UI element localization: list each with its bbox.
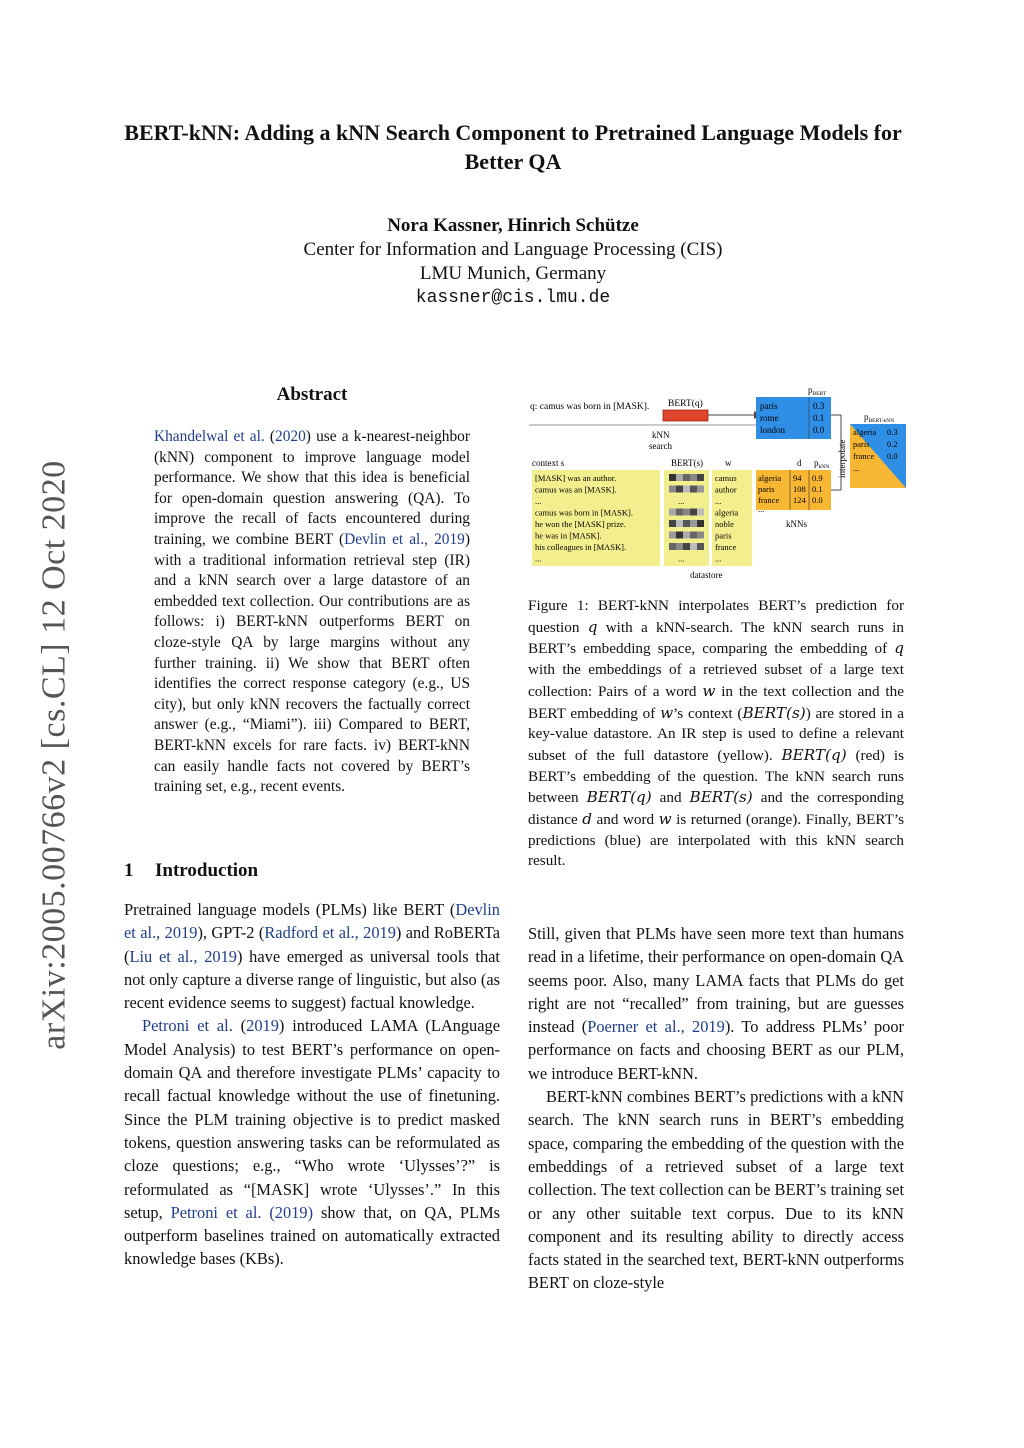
paper-title: BERT-kNN: Adding a kNN Search Component to Pretrained Language Models for Better QA bbox=[124, 120, 902, 174]
knn-word: algeria bbox=[758, 473, 782, 483]
context-sentence: his colleagues in [MASK]. bbox=[535, 542, 627, 552]
pbert-label: $p_{BERT}$ bbox=[808, 385, 827, 397]
paragraph: Still, given that PLMs have seen more text than humans read in a lifetime, their performance on open-domain QA seems poor. Also, many LAMA facts that PLMs do get right are not “recalled” from training, but are guesses instead (Poerner et al., 2019). To address PLMs’ poor performance on facts and choosing BERT as our PLM, we introduce BERT-kNN. bbox=[528, 924, 904, 1083]
datastore-word: noble bbox=[715, 519, 734, 529]
embedding-cell bbox=[669, 509, 676, 516]
embedding-ellipsis: ... bbox=[678, 496, 685, 506]
citation-link[interactable]: Radford et al., 2019 bbox=[264, 923, 396, 943]
embedding-cell bbox=[690, 543, 697, 550]
embedding-cell bbox=[697, 486, 704, 493]
datastore-label: datastore bbox=[690, 570, 723, 580]
embedding-cell bbox=[676, 532, 683, 539]
bert-pred-prob: 0.1 bbox=[813, 413, 825, 423]
section-heading-introduction: 1 Introduction bbox=[124, 860, 259, 881]
pknn-label: $p_{kNN}$ bbox=[814, 458, 830, 470]
intro-left-column bbox=[124, 898, 500, 1271]
abstract-heading: Abstract bbox=[276, 384, 348, 405]
context-sentence: [MASK] was an author. bbox=[535, 473, 617, 483]
embedding-cell bbox=[697, 520, 704, 527]
pbertknn-label: $p_{BERT-kNN}$ bbox=[864, 412, 895, 424]
embedding-cell bbox=[690, 520, 697, 527]
embedding-cell bbox=[669, 532, 676, 539]
embedding-cell bbox=[676, 520, 683, 527]
datastore-word: ... bbox=[715, 553, 722, 564]
final-pred-word: paris bbox=[853, 439, 870, 449]
author-names: Nora Kassner, Hinrich Schütze bbox=[387, 215, 639, 236]
embedding-cell bbox=[683, 543, 690, 550]
author-block bbox=[120, 214, 906, 310]
datastore-word: paris bbox=[715, 530, 732, 541]
search-label: search bbox=[649, 441, 672, 451]
final-pred-prob: 0.2 bbox=[887, 439, 898, 449]
interpolate-label: interpolate bbox=[837, 439, 847, 478]
citation-link[interactable]: Khandelwal et al. bbox=[154, 428, 265, 445]
knn-label: kNN bbox=[652, 430, 670, 440]
paragraph: BERT-kNN combines BERT’s predictions with a kNN search. The kNN search runs in BERT’s embedding space, comparing the embedding of the question with the embeddings of a retrieved subset of a large text collection. The text collection can be BERT’s training set or any other suitable text corpus. Due to its kNN component and its resulting ability to directly access facts stated in the searched text, BERT-kNN outperforms BERT on cloze-style bbox=[528, 1087, 904, 1293]
context-sentence: camus was an [MASK]. bbox=[535, 484, 617, 495]
context-label: context s bbox=[532, 458, 565, 468]
knn-word: france bbox=[758, 495, 780, 505]
embedding-cell bbox=[676, 509, 683, 516]
knn-more: ... bbox=[758, 504, 765, 514]
embedding-cell bbox=[676, 474, 683, 481]
context-sentence: camus was born in [MASK]. bbox=[535, 507, 633, 518]
embedding-cell bbox=[697, 509, 704, 516]
figure-caption: Figure 1: BERT-kNN interpolates BERT’s prediction for question q with a kNN-search. The kNN search runs in BERT’s embedding space, comparing the embedding of q with the embeddings of a retrieved subset of a large text collection: Pairs of a word w in the text collection and the BERT embedding of w’s context (BERT(s)) are stored in a key-value datastore. An IR step is used to define a relevant subset of the full datastore (yellow). BERT(q) (red) is BERT’s embedding of the question. The kNN search runs between BERT(q) and BERT(s) and the corresponding distance d and word w is returned (orange). Finally, BERT’s predictions (blue) are interpolated with this kNN search result. bbox=[528, 597, 905, 870]
knn-distance: 94 bbox=[793, 473, 802, 483]
final-pred-word: algeria bbox=[853, 427, 877, 437]
citation-link[interactable]: Devlin et al., 2019 bbox=[124, 900, 500, 943]
embedding-cell bbox=[690, 532, 697, 539]
embedding-cell bbox=[676, 543, 683, 550]
query-text: q: camus was born in [MASK]. bbox=[530, 402, 650, 412]
datastore-word: ... bbox=[715, 496, 722, 506]
berts-column bbox=[664, 470, 709, 566]
arxiv-identifier: arXiv:2005.00766v2 [cs.CL] 12 Oct 2020 bbox=[36, 460, 73, 1050]
embedding-cell bbox=[690, 509, 697, 516]
knn-prob: 0.0 bbox=[812, 495, 823, 505]
citation-link[interactable]: Petroni et al. (2019) bbox=[170, 1202, 314, 1222]
datastore-word: algeria bbox=[715, 507, 739, 518]
citation-link[interactable]: 2019 bbox=[246, 1016, 279, 1036]
bert-pred-word: rome bbox=[760, 413, 779, 423]
knn-distance: 108 bbox=[793, 484, 806, 494]
context-sentence: ... bbox=[535, 496, 542, 506]
bert-pred-word: paris bbox=[760, 401, 778, 411]
bertq-embedding bbox=[663, 410, 708, 421]
citation-link[interactable]: 2020 bbox=[275, 428, 306, 445]
bert-knn-diagram bbox=[528, 382, 908, 584]
citation-link[interactable]: Poerner et al., 2019 bbox=[587, 1017, 725, 1037]
berts-label: BERT(s) bbox=[671, 458, 703, 468]
citation-link[interactable]: Devlin et al., 2019 bbox=[344, 530, 465, 548]
embedding-cell bbox=[669, 543, 676, 550]
embedding-cell bbox=[669, 474, 676, 481]
bert-pred-prob: 0.3 bbox=[813, 401, 825, 411]
paragraph: Pretrained language models (PLMs) like BERT (Devlin et al., 2019), GPT-2 (Radford et al., 2019) and RoBERTa (Liu et al., 2019) have emerged as universal tools that not only capture a diverse range of linguistic, but also (as recent evidence seems to suggest) factual knowledge. bbox=[124, 900, 501, 1013]
intro-right-column bbox=[528, 922, 904, 1295]
knn-prob: 0.1 bbox=[812, 484, 823, 494]
context-sentence: he was in [MASK]. bbox=[535, 530, 602, 541]
embedding-cell bbox=[697, 543, 704, 550]
datastore-word: france bbox=[715, 542, 737, 552]
embedding-cell bbox=[697, 532, 704, 539]
embedding-cell bbox=[683, 520, 690, 527]
bert-pred-prob: 0.0 bbox=[813, 425, 825, 435]
datastore-word: author bbox=[715, 484, 737, 495]
embedding-cell bbox=[683, 532, 690, 539]
embedding-cell bbox=[690, 474, 697, 481]
figure-1 bbox=[528, 382, 908, 584]
final-pred-word: france bbox=[853, 451, 875, 461]
final-pred-prob: 0.0 bbox=[887, 451, 898, 461]
embedding-cell bbox=[697, 474, 704, 481]
knn-distance: 124 bbox=[793, 495, 806, 505]
author-email[interactable]: kassner@cis.lmu.de bbox=[415, 288, 611, 308]
author-location: LMU Munich, Germany bbox=[419, 263, 607, 284]
embedding-cell bbox=[683, 509, 690, 516]
knn-prob: 0.9 bbox=[812, 473, 823, 483]
embedding-ellipsis: ... bbox=[678, 553, 685, 564]
author-affiliation: Center for Information and Language Processing (CIS) bbox=[303, 239, 723, 260]
bert-pred-word: london bbox=[760, 425, 786, 435]
embedding-cell bbox=[669, 520, 676, 527]
context-sentence: ... bbox=[535, 553, 542, 564]
paragraph: Petroni et al. (2019) introduced LAMA (LAnguage Model Analysis) to test BERT’s performance on open-domain QA and therefore investigate PLMs’ capacity to recall factual knowledge without the use of finetuning. Since the PLM training objective is to predict masked tokens, question answering tasks can be reformulated as cloze questions; e.g., “Who wrote ‘Ulysses’?” is reformulated as “[MASK] wrote ‘Ulysses’.” In this setup, Petroni et al. (2019) show that, on QA, PLMs outperform baselines trained on automatically extracted knowledge bases (KBs). bbox=[124, 1016, 501, 1269]
datastore-word: camus bbox=[715, 473, 737, 483]
embedding-cell bbox=[683, 474, 690, 481]
knns-label: kNNs bbox=[786, 519, 808, 529]
bertq-label: BERT(q) bbox=[668, 399, 703, 409]
final-pred-more: ... bbox=[853, 463, 860, 473]
embedding-cell bbox=[683, 486, 690, 493]
citation-link[interactable]: Petroni et al. bbox=[142, 1016, 233, 1036]
d-label: d bbox=[797, 458, 802, 468]
final-pred-prob: 0.3 bbox=[887, 427, 898, 437]
citation-link[interactable]: Liu et al., 2019 bbox=[129, 946, 237, 966]
embedding-cell bbox=[669, 486, 676, 493]
context-sentence: he won the [MASK] prize. bbox=[535, 519, 626, 529]
embedding-cell bbox=[690, 486, 697, 493]
embedding-cell bbox=[676, 486, 683, 493]
knn-word: paris bbox=[758, 484, 775, 494]
w-label: w bbox=[725, 458, 732, 468]
abstract-body: Khandelwal et al. (2020) use a k-nearest-neighbor (kNN) component to improve language model performance. We show that this idea is beneficial for open-domain question answering (QA). To improve the recall of facts encountered during training, we combine BERT (Devlin et al., 2019) with a traditional information retrieval step (IR) and a kNN search over a large datastore of an embedded text collection. Our contributions are as follows: i) BERT-kNN outperforms BERT on cloze-style QA by large margins without any further training. ii) We show that BERT often identifies the correct response category (e.g., US city), but only kNN recovers the factually correct answer (e.g., “Miami”). iii) Compared to BERT, BERT-kNN excels for rare facts. iv) BERT-kNN can easily handle facts not covered by BERT’s training set, e.g., recent events. bbox=[154, 428, 470, 796]
